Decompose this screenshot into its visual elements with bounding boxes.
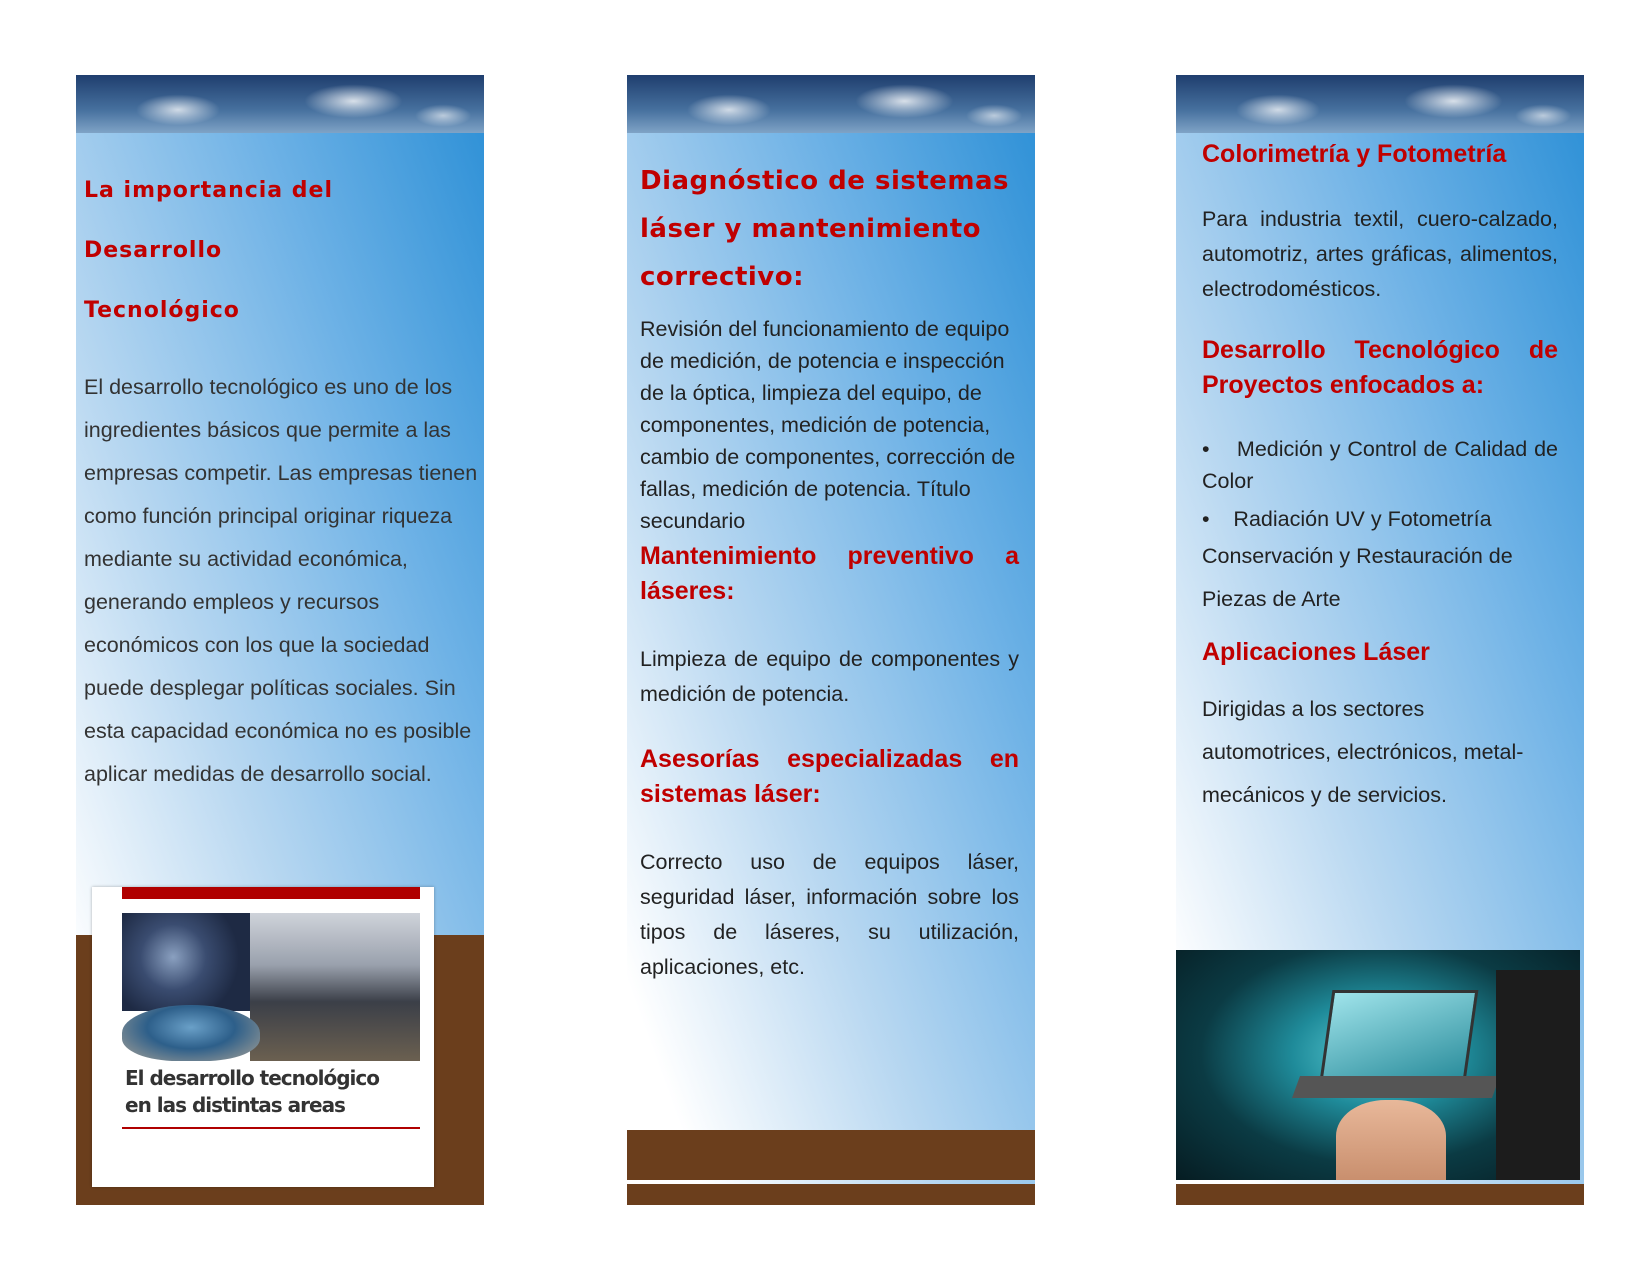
section-heading-asesorias: Asesorías especializadas en sistemas láser: — [640, 745, 1019, 808]
caption-underline — [122, 1127, 420, 1129]
panel-left — [76, 75, 484, 1205]
section-body-colorimetria: Para industria textil, cuero-calzado, automotriz, artes gráficas, alimentos, electrodomésticos. — [1202, 207, 1558, 301]
section-heading-desarrollo: Desarrollo Tecnológico de Proyectos enfocados a: — [1202, 336, 1558, 399]
suit — [1496, 970, 1580, 1180]
image-caption: El desarrollo tecnológico en las distintas areas — [125, 1066, 379, 1117]
brown-footer-strip — [1176, 1184, 1584, 1205]
list-item: • Radiación UV y Fotometría — [1202, 507, 1492, 531]
panel-middle — [627, 75, 1035, 1205]
laptop-base — [1292, 1076, 1500, 1098]
bullet-list — [1202, 433, 1558, 535]
list-item: • Medición y Control de Calidad de Color — [1202, 437, 1558, 493]
section-body-diagnostico: Revisión del funcionamiento de equipo de medición, de potencia e inspección de la óptica, limpieza del equipo, de componentes, medición de potencia, cambio de componentes, corrección de fallas, medición de potencia. Título secundario — [640, 317, 1016, 533]
globe-photo — [122, 1005, 260, 1061]
section-body-aplicaciones: Dirigidas a los sectores automotrices, electrónicos, metal-mecánicos y de servicios. — [1202, 697, 1524, 807]
panel-title: La importancia del Desarrollo Tecnológico — [84, 178, 334, 323]
circuit-photo — [122, 913, 250, 1011]
list-followup-text: Conservación y Restauración de Piezas de Arte — [1202, 544, 1513, 611]
sky-banner — [627, 75, 1035, 133]
sky-banner — [76, 75, 484, 133]
workers-photo — [250, 913, 420, 1061]
red-bar — [122, 887, 420, 899]
section-heading-preventivo: Mantenimiento preventivo a láseres: — [640, 542, 1019, 605]
tech-image-card — [92, 887, 434, 1187]
section-heading-aplicaciones: Aplicaciones Láser — [1202, 638, 1430, 666]
panel-right — [1176, 75, 1584, 1205]
brown-footer-band — [627, 1130, 1035, 1180]
section-heading-colorimetria: Colorimetría y Fotometría — [1202, 140, 1507, 168]
body-text: El desarrollo tecnológico es uno de los ingredientes básicos que permite a las empresas competir. Las empresas tienen como función principal originar riqueza mediante su actividad económica, generando empleos y recursos económicos con los que la sociedad puede desplegar políticas sociales. Sin esta capacidad económica no es posible aplicar medidas de desarrollo social. — [84, 375, 478, 786]
section-body-asesorias: Correcto uso de equipos láser, seguridad láser, información sobre los tipos de láseres, su utilización, aplicaciones, etc. — [640, 850, 1019, 979]
hand — [1336, 1100, 1446, 1180]
brown-footer-strip — [627, 1184, 1035, 1205]
sky-banner — [1176, 75, 1584, 133]
section-body-preventivo: Limpieza de equipo de componentes y medición de potencia. — [640, 647, 1019, 706]
laptop-screen — [1320, 990, 1479, 1081]
laptop-tech-photo — [1176, 950, 1580, 1180]
section-heading-diagnostico: Diagnóstico de sistemas láser y mantenimiento correctivo: — [640, 166, 1009, 292]
